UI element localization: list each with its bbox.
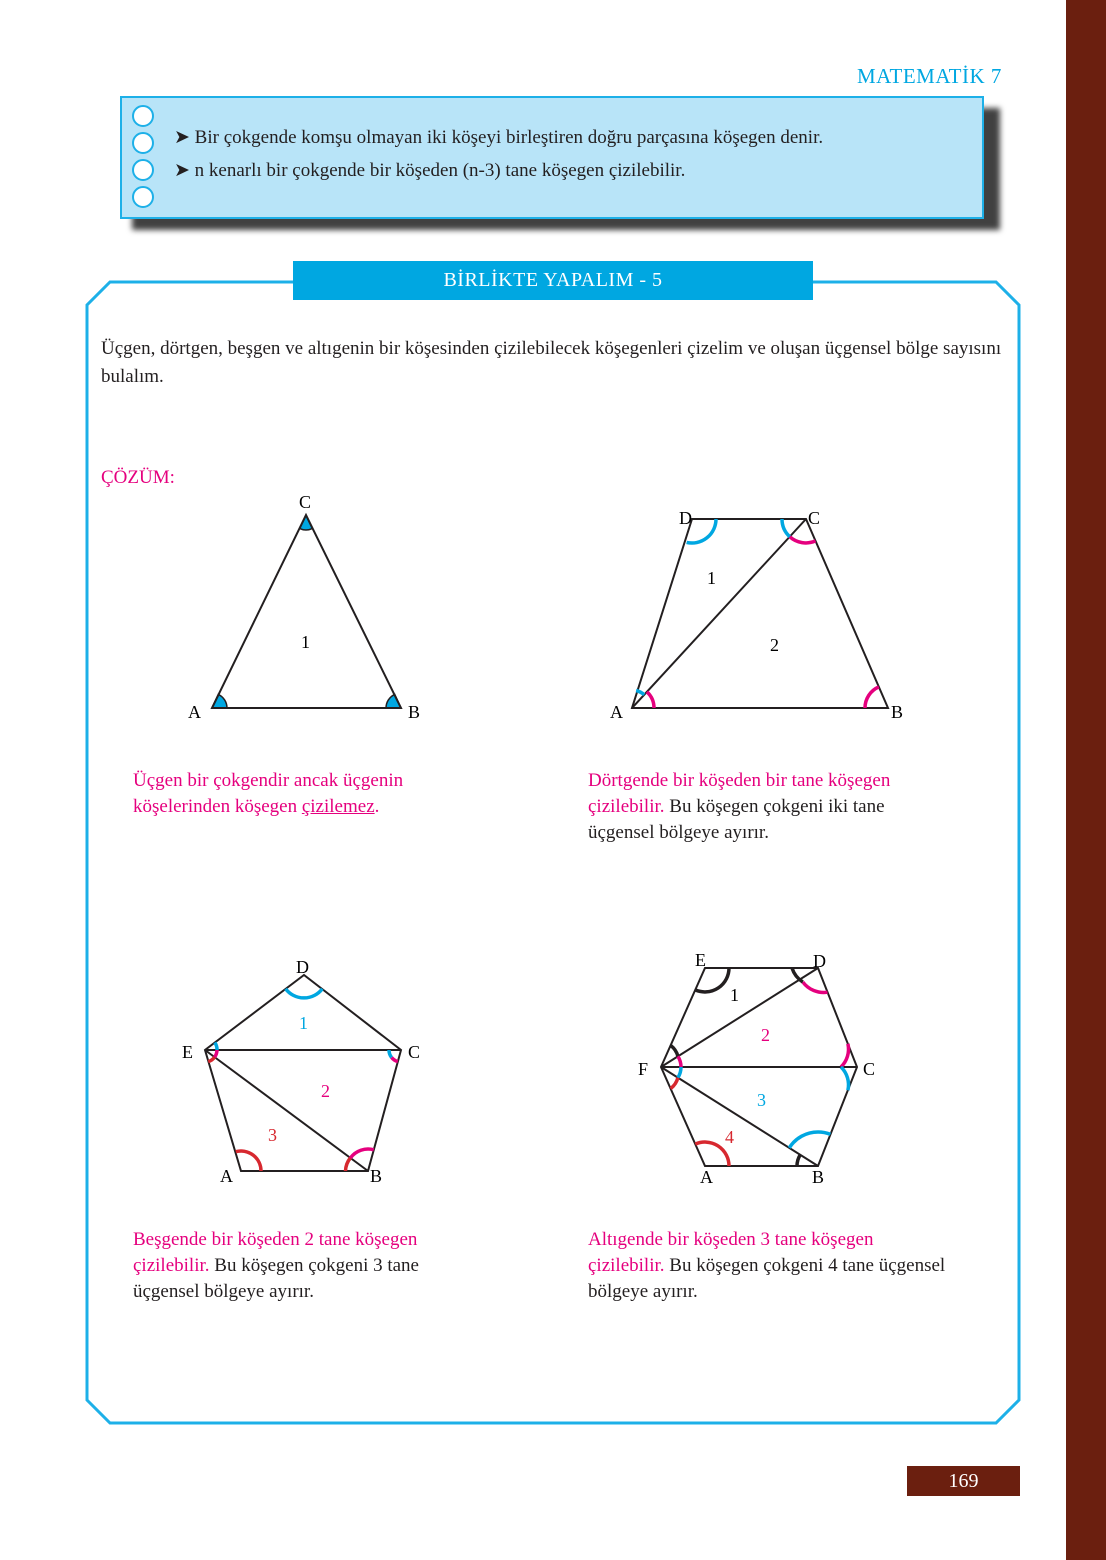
region-label: 3 [268,1125,277,1145]
vertex-label-a: A [220,1166,233,1186]
angle-mark-c-lower [841,1067,849,1090]
vertex-label-a: A [188,702,201,722]
vertex-label-c: C [299,492,312,512]
vertex-label-b: B [812,1167,825,1187]
vertex-label-f: F [638,1059,649,1079]
angle-mark-f-top [671,1045,678,1056]
page-number: 169 [907,1466,1020,1496]
diagonal-fb [661,1067,818,1166]
vertex-label-a: A [700,1167,713,1187]
vertex-label-d: D [813,951,826,971]
vertex-label-b: B [370,1166,383,1186]
info-bullet: ➤ n kenarlı bir çokgende bir köşeden (n-3) tane köşegen çizilebilir. [174,160,686,181]
region-label: 1 [299,1013,308,1033]
book-title: MATEMATİK 7 [857,64,1002,88]
region-label: 4 [725,1127,734,1147]
vertex-label-e: E [182,1042,193,1062]
region-label: 2 [770,635,779,655]
region-label: 1 [707,568,716,588]
info-bullet: ➤ Bir çokgende komşu olmayan iki köşeyi birleştiren doğru parçasına köşegen denir. [174,127,824,148]
quadrilateral-caption: Dörtgende bir köşeden bir tane köşegen çizilebilir. Bu köşegen çokgeni iki tane üçgensel bölgeye ayırır. [588,770,891,843]
hexagon-caption: Altıgende bir köşeden 3 tane köşegen çizilebilir. Bu köşegen çokgeni 4 tane üçgensel bölgeye ayırır. [588,1229,946,1302]
triangle-caption: Üçgen bir çokgendir ancak üçgenin köşelerinden köşegen çizilemez. [133,770,404,817]
diagonal-fd [661,968,818,1067]
angle-mark-d-upper [792,968,803,982]
vertex-label-c: C [408,1042,421,1062]
vertex-label-d: D [296,957,309,977]
vertex-label-c: C [808,508,821,528]
angle-mark-f-bottom [671,1078,678,1089]
region-label: 1 [730,985,739,1005]
region-label: 1 [301,632,310,652]
angle-mark-c-upper [841,1044,849,1067]
vertex-label-c: C [863,1059,876,1079]
solution-label: ÇÖZÜM: [101,467,175,488]
angle-mark-b-upper [789,1132,818,1148]
intro-text: Üçgen, dörtgen, beşgen ve altıgenin bir köşesinden çizilebilecek köşegenleri çizelim ve oluşan üçgensel bölge sayısını bulalım. [101,338,1002,387]
angle-mark-b-right [818,1132,830,1134]
section-title: BİRLİKTE YAPALIM - 5 [293,261,813,300]
vertex-label-d: D [679,508,692,528]
angle-mark-b-left [797,1155,800,1166]
vertex-label-b: B [891,702,904,722]
region-label: 3 [757,1090,766,1110]
pentagon-caption: Beşgende bir köşeden 2 tane köşegen çizilebilir. Bu köşegen çokgeni 3 tane üçgensel bölgeye ayırır. [133,1229,419,1302]
angle-mark-f-upper [678,1056,681,1067]
vertex-label-e: E [695,950,706,970]
region-label: 2 [761,1025,770,1045]
vertex-label-b: B [408,702,421,722]
region-label: 2 [321,1081,330,1101]
vertex-label-a: A [610,702,623,722]
arrow-bullet-icon: ➤ [174,127,195,148]
arrow-bullet-icon: ➤ [174,160,195,181]
angle-mark-f-lower [678,1067,681,1078]
